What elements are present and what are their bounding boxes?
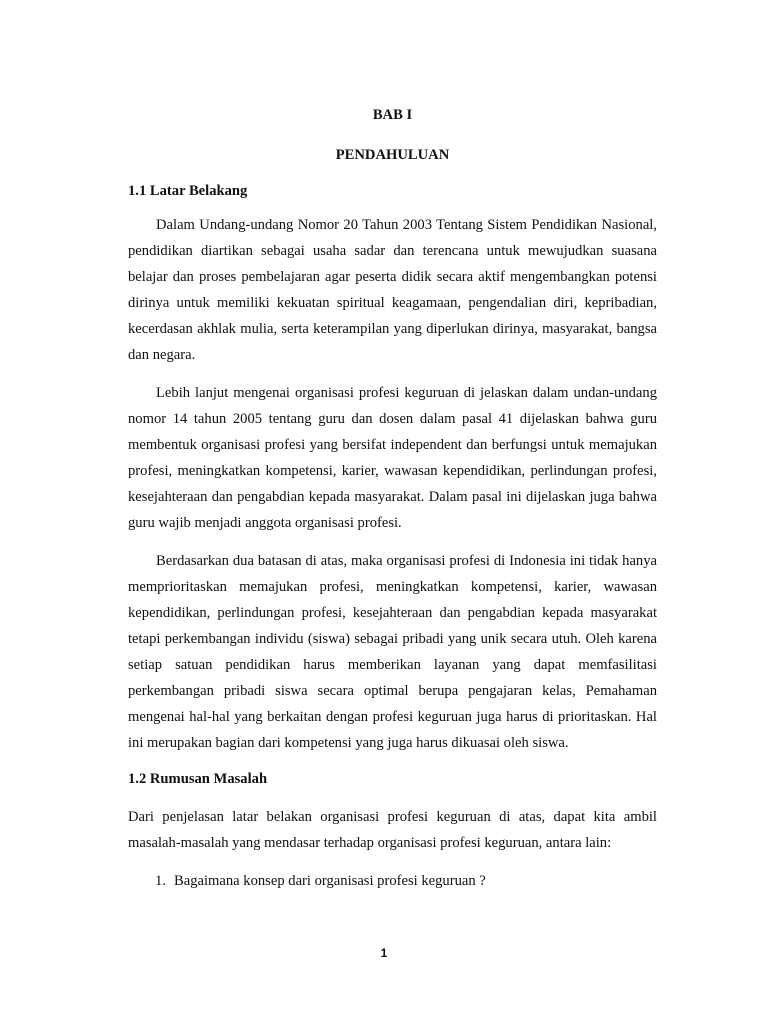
list-item-number: 1. bbox=[155, 873, 166, 889]
chapter-label: BAB I bbox=[372, 107, 413, 123]
numbered-list bbox=[128, 868, 657, 894]
section-heading-latar-belakang: 1.1 Latar Belakang bbox=[128, 183, 248, 199]
paragraph: Berdasarkan dua batasan di atas, maka organisasi profesi di Indonesia ini tidak hanya memprioritaskan memajukan profesi, meningkatkan kompetensi, karier, wawasan kependidikan, perlindungan profesi, kesejahteraan dan pengabdian kepada masyarakat tetapi perkembangan individu (siswa) sebagai pribadi yang unik secara utuh. Oleh karena setiap satuan pendidikan harus memberikan layanan yang dapat memfasilitasi perkembangan pribadi siswa secara optimal berupa pengajaran kelas, Pemahaman mengenai hal-hal yang berkaitan dengan profesi keguruan juga harus di prioritaskan. Hal ini merupakan bagian dari kompetensi yang juga harus dikuasai oleh siswa. bbox=[128, 553, 657, 751]
page-number: 1 bbox=[380, 946, 388, 960]
section-heading-rumusan-masalah: 1.2 Rumusan Masalah bbox=[128, 771, 268, 787]
paragraph: Dari penjelasan latar belakan organisasi profesi keguruan di atas, dapat kita ambil masalah-masalah yang mendasar terhadap organisasi profesi keguruan, antara lain: bbox=[128, 809, 657, 851]
list-item bbox=[128, 868, 657, 894]
chapter-title: PENDAHULUAN bbox=[335, 147, 450, 163]
paragraph: Dalam Undang-undang Nomor 20 Tahun 2003 Tentang Sistem Pendidikan Nasional, pendidikan diartikan sebagai usaha sadar dan terencana untuk mewujudkan suasana belajar dan proses pembelajaran agar peserta didik secara aktif mengembangkan potensi dirinya untuk memiliki kekuatan spiritual keagamaan, pengendalian diri, kepribadian, kecerdasan akhlak mulia, serta keterampilan yang diperlukan dirinya, masyarakat, bangsa dan negara. bbox=[128, 217, 657, 363]
paragraph: Lebih lanjut mengenai organisasi profesi keguruan di jelaskan dalam undan-undang nomor 14 tahun 2005 tentang guru dan dosen dalam pasal 41 dijelaskan bahwa guru membentuk organisasi profesi yang bersifat independent dan berfungsi untuk memajukan profesi, meningkatkan kompetensi, karier, wawasan kependidikan, perlindungan profesi, kesejahteraan dan pengabdian kepada masyarakat. Dalam pasal ini dijelaskan juga bahwa guru wajib menjadi anggota organisasi profesi. bbox=[128, 385, 657, 531]
page-content bbox=[128, 102, 657, 894]
list-item-text: Bagaimana konsep dari organisasi profesi keguruan ? bbox=[174, 873, 486, 889]
